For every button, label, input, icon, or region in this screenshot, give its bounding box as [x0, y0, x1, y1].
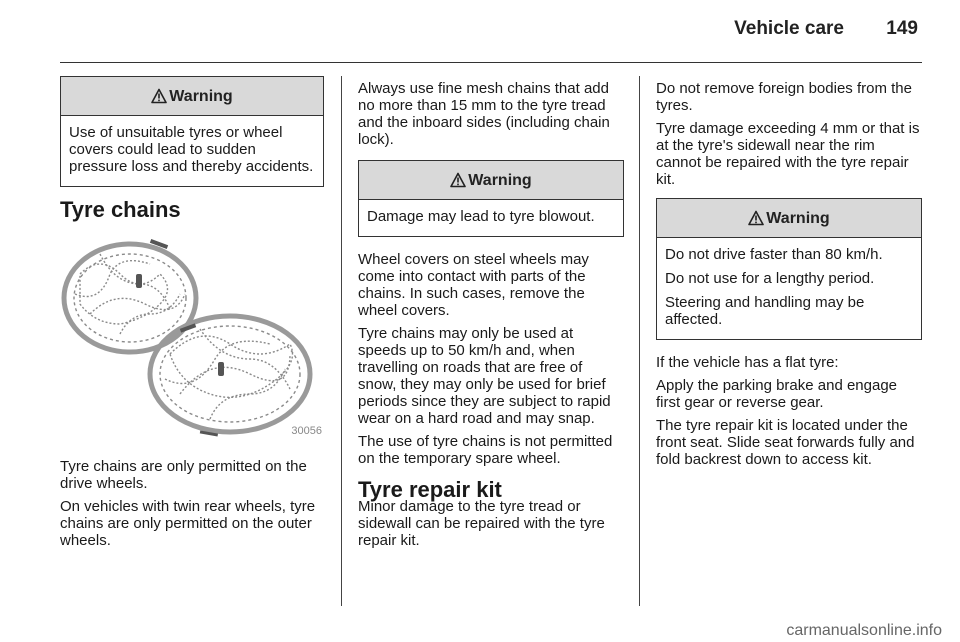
paragraph: Tyre chains may only be used at speeds up to 50 km/h and, when travelling on roads that are free of snow, they may only be used for brief periods since they are subject to rapid wear on a hard road and may snap.	[358, 325, 611, 427]
heading-tyre-chains: Tyre chains	[60, 197, 181, 222]
section-title: Vehicle care	[734, 18, 844, 39]
paragraph: Minor damage to the tyre tread or sidewall can be repaired with the tyre repair kit.	[358, 498, 605, 549]
warning-header	[657, 199, 921, 238]
heading-tyre-repair-kit: Tyre repair kit	[358, 477, 502, 502]
column-1	[60, 76, 324, 555]
warning-title: Warning	[468, 171, 532, 189]
page-header	[60, 0, 922, 63]
warning-title: Warning	[169, 87, 233, 105]
column-divider	[341, 76, 342, 606]
paragraph: Do not remove foreign bodies from the tyres.	[656, 80, 912, 114]
warning-title: Warning	[766, 209, 830, 227]
warning-text: Use of unsuitable tyres or wheel covers could lead to sudden pressure loss and thereby accidents.	[69, 124, 314, 175]
warning-triangle-icon	[748, 210, 764, 226]
paragraph: Apply the parking brake and engage first gear or reverse gear.	[656, 377, 898, 411]
paragraph: Tyre chains are only permitted on the drive wheels.	[60, 458, 307, 492]
warning-box	[656, 198, 922, 340]
warning-header	[359, 161, 623, 200]
paragraph: Wheel covers on steel wheels may come into contact with parts of the chains. In such cases, remove the wheel covers.	[358, 251, 589, 319]
warning-text: Damage may lead to tyre blowout.	[367, 208, 595, 225]
paragraph: Tyre damage exceeding 4 mm or that is at the tyre's sidewall near the rim cannot be repaired with the tyre repair kit.	[656, 120, 920, 188]
paragraph: Always use fine mesh chains that add no more than 15 mm to the tyre tread and the inboard sides (including chain lock).	[358, 80, 610, 148]
watermark: carmanualsonline.info	[786, 622, 942, 639]
column-2	[358, 80, 624, 555]
paragraph: The use of tyre chains is not permitted on the temporary spare wheel.	[358, 433, 613, 467]
paragraph: If the vehicle has a flat tyre:	[656, 354, 839, 371]
column-divider	[639, 76, 640, 606]
warning-box	[358, 160, 624, 237]
warning-triangle-icon	[151, 88, 167, 104]
column-3	[656, 80, 922, 474]
warning-box	[60, 76, 324, 187]
warning-line: Do not drive faster than 80 km/h.	[665, 246, 883, 263]
paragraph: The tyre repair kit is located under the front seat. Slide seat forwards fully and fold backrest down to access kit.	[656, 417, 915, 468]
tyre-chains-illustration	[60, 234, 324, 438]
paragraph: On vehicles with twin rear wheels, tyre chains are only permitted on the outer wheels.	[60, 498, 316, 549]
warning-header	[61, 77, 323, 116]
warning-line: Steering and handling may be affected.	[665, 294, 865, 328]
page-number: 149	[886, 18, 918, 39]
figure-number: 30056	[291, 425, 322, 437]
warning-line: Do not use for a lengthy period.	[665, 270, 875, 287]
warning-triangle-icon	[450, 172, 466, 188]
